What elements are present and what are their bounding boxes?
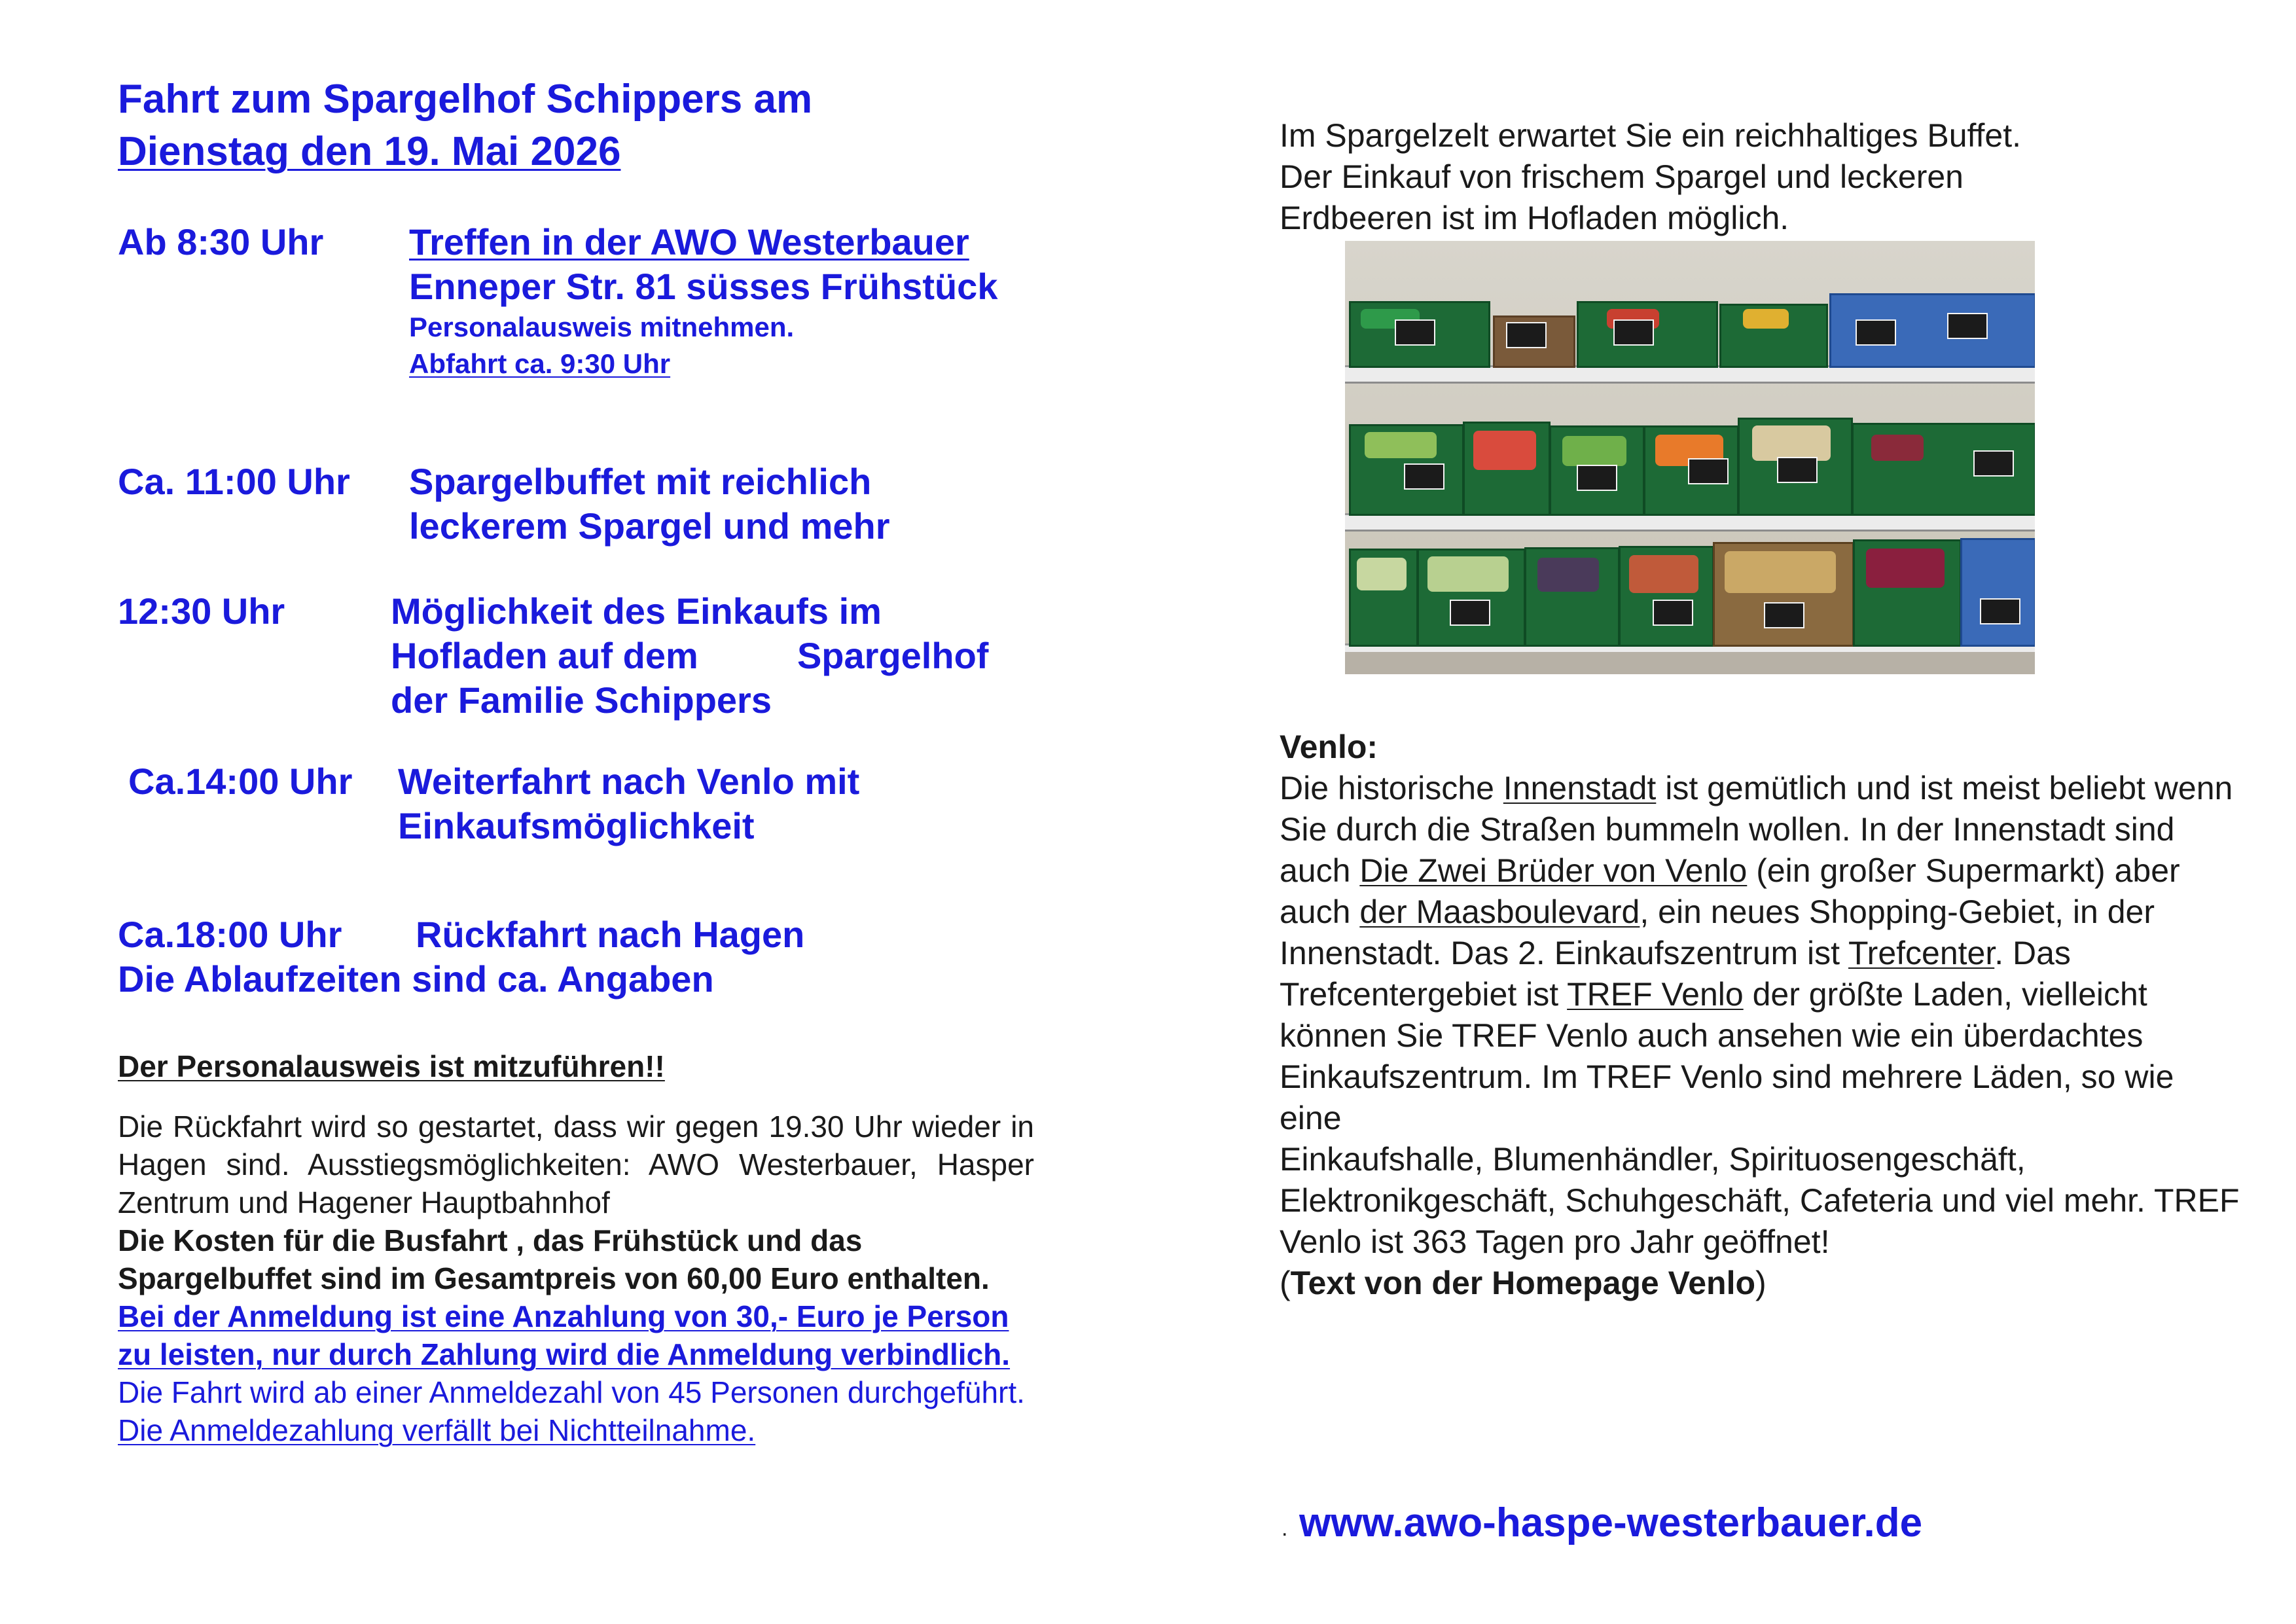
title-line-1: Fahrt zum Spargelhof Schippers am — [118, 77, 813, 122]
website-link[interactable]: www.awo-haspe-westerbauer.de — [1299, 1500, 1923, 1545]
schedule-1-line-2: Enneper Str. 81 süsses Frühstück — [409, 266, 998, 307]
venlo-text-3: (ein großer Supermarkt) aber auch — [1280, 852, 2180, 930]
produce-shelf-photo — [1345, 241, 2035, 674]
link-innenstadt[interactable]: Innenstadt — [1503, 770, 1657, 806]
intro-text — [1280, 115, 2196, 239]
link-tref-venlo[interactable]: TREF Venlo — [1567, 976, 1744, 1013]
schedule-1-line-1: Treffen in der AWO Westerbauer — [409, 221, 969, 262]
link-trefcenter[interactable]: Trefcenter — [1848, 935, 1995, 971]
source-paren-close: ) — [1755, 1265, 1767, 1301]
schedule-4-line-2: Einkaufsmöglichkeit — [398, 805, 755, 846]
min-persons-text: Die Fahrt wird ab einer Anmeldezahl von 45 Personen durchgeführt. — [118, 1375, 1025, 1409]
venlo-description — [1280, 768, 2242, 1304]
return-text: Die Rückfahrt wird so gestartet, dass wir gegen 19.30 Uhr wieder in Hagen sind. Ausstiegsmöglichkeiten: AWO Westerbauer, Hasper Zentrum und Hagener Hauptbahnhof — [118, 1110, 1034, 1219]
schedule-time-5: Ca.18:00 Uhr — [118, 914, 342, 955]
schedule-block-4 — [398, 759, 859, 848]
venlo-text-2: ist gemütlich und ist meist beliebt wenn Sie durch die Straßen bummeln wollen. In der Innenstadt sind auch — [1280, 770, 2233, 889]
schedule-2-line-1: Spargelbuffet mit reichlich — [409, 461, 872, 502]
schedule-3-line-1: Möglichkeit des Einkaufs im — [391, 590, 882, 632]
schedule-time-2: Ca. 11:00 Uhr — [118, 461, 350, 502]
schedule-4-line-1: Weiterfahrt nach Venlo mit — [398, 761, 860, 802]
schedule-1-note-1: Personalausweis mitnehmen. — [409, 312, 795, 342]
id-notice: Der Personalausweis ist mitzuführen!! — [118, 1049, 665, 1083]
schedule-time-4: Ca.14:00 Uhr — [128, 761, 353, 802]
venlo-text-5: . Das Trefcentergebiet ist — [1280, 935, 2071, 1013]
schedule-3-line-3: der Familie Schippers — [391, 679, 772, 721]
cost-text: Die Kosten für die Busfahrt , das Frühstück und das Spargelbuffet sind im Gesamtpreis von 60,00 Euro enthalten. — [118, 1223, 990, 1295]
intro-line-1: Im Spargelzelt erwartet Sie ein reichhaltiges Buffet. — [1280, 117, 2021, 154]
venlo-text-7: Einkaufshalle, Blumenhändler, Spirituosengeschäft, Elektronikgeschäft, Schuhgeschäft, Cafeteria und viel mehr. TREF Venlo ist 363 Tagen pro Jahr geöffnet! — [1280, 1141, 2240, 1260]
info-block — [118, 1108, 1034, 1449]
venlo-source — [1280, 1263, 2242, 1304]
venlo-text-6: der größte Laden, vielleicht können Sie TREF Venlo auch ansehen wie ein überdachtes Einkaufszentrum. Im TREF Venlo sind mehrere Läden, so wie eine — [1280, 976, 2174, 1136]
schedule-block-3 — [391, 589, 988, 723]
page-title — [118, 73, 812, 178]
venlo-text-1: Die historische — [1280, 770, 1503, 806]
schedule-3-line-2b: Spargelhof — [797, 635, 989, 676]
schedule-block-2 — [409, 460, 890, 549]
schedule-5-line-2: Die Ablaufzeiten sind ca. Angaben — [118, 958, 714, 1000]
intro-line-2: Der Einkauf von frischem Spargel und leckeren — [1280, 158, 1964, 195]
title-line-2: Dienstag den 19. Mai 2026 — [118, 129, 621, 174]
schedule-1-note-2: Abfahrt ca. 9:30 Uhr — [409, 348, 671, 379]
schedule-block-1 — [409, 220, 997, 382]
venlo-heading: Venlo: — [1280, 729, 1378, 765]
forfeit-text: Die Anmeldezahlung verfällt bei Nichtteilnahme. — [118, 1413, 756, 1447]
schedule-3-line-2 — [391, 634, 988, 678]
link-maasboulevard[interactable]: der Maasboulevard — [1359, 893, 1640, 930]
schedule-time-1: Ab 8:30 Uhr — [118, 221, 324, 262]
website-dot: . — [1282, 1516, 1288, 1541]
schedule-3-line-2a: Hofladen auf dem — [391, 635, 698, 676]
schedule-5-line-1: Rückfahrt nach Hagen — [416, 914, 805, 955]
source-paren-open: ( — [1280, 1265, 1291, 1301]
intro-line-3: Erdbeeren ist im Hofladen möglich. — [1280, 200, 1789, 236]
venlo-text-4: , ein neues Shopping-Gebiet, in der Innenstadt. Das 2. Einkaufszentrum ist — [1280, 893, 2155, 971]
link-zwei-brueder[interactable]: Die Zwei Brüder von Venlo — [1359, 852, 1748, 889]
source-text: Text von der Homepage Venlo — [1290, 1265, 1756, 1301]
deposit-text: Bei der Anmeldung ist eine Anzahlung von 30,- Euro je Person zu leisten, nur durch Zahlung wird die Anmeldung verbindlich. — [118, 1299, 1011, 1371]
schedule-2-line-2: leckerem Spargel und mehr — [409, 505, 890, 547]
schedule-time-3: 12:30 Uhr — [118, 590, 285, 632]
